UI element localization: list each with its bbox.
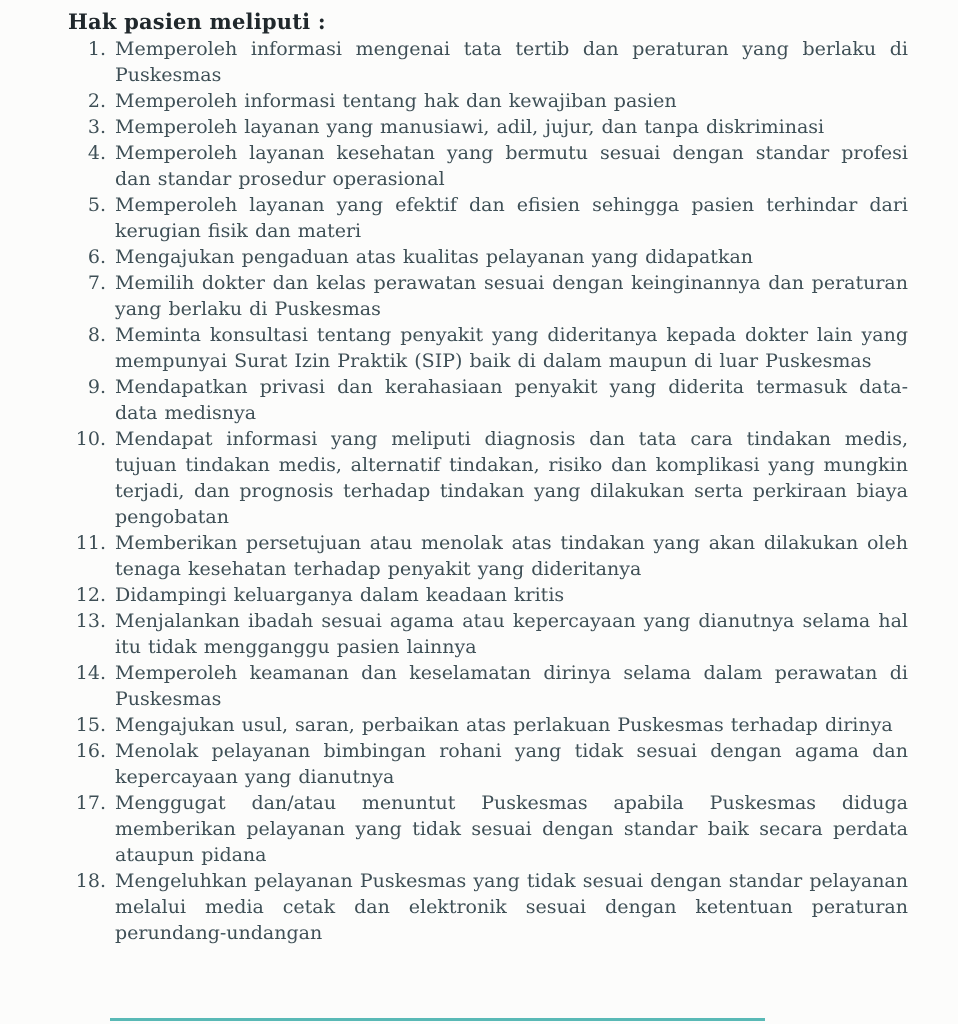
list-item xyxy=(68,868,908,946)
list-item-number: 17. xyxy=(75,792,106,814)
list-item-text: Mengeluhkan pelayanan Puskesmas yang tidak sesuai dengan standar pelayanan melalui media cetak dan elektronik sesuai dengan ketentuan peraturan perundang-undangan xyxy=(115,870,908,944)
list-item xyxy=(68,530,908,582)
list-item xyxy=(68,426,908,530)
list-item-text: Memperoleh informasi tentang hak dan kewajiban pasien xyxy=(115,90,677,112)
list-item-text: Memperoleh layanan yang manusiawi, adil, jujur, dan tanpa diskriminasi xyxy=(115,116,825,138)
page-title: Hak pasien meliputi : xyxy=(68,9,326,34)
list-item-text: Menolak pelayanan bimbingan rohani yang tidak sesuai dengan agama dan kepercayaan yang dianutnya xyxy=(115,740,908,788)
list-item xyxy=(68,192,908,244)
list-item xyxy=(68,608,908,660)
list-item-text: Menjalankan ibadah sesuai agama atau kepercayaan yang dianutnya selama hal itu tidak mengganggu pasien lainnya xyxy=(115,610,908,658)
list-item xyxy=(68,114,908,140)
rights-list xyxy=(68,36,908,946)
list-item-number: 8. xyxy=(87,324,106,346)
list-item-number: 2. xyxy=(87,90,106,112)
list-item-text: Menggugat dan/atau menuntut Puskesmas apabila Puskesmas diduga memberikan pelayanan yang tidak sesuai dengan standar baik secara perdata ataupun pidana xyxy=(115,792,908,866)
list-item xyxy=(68,36,908,88)
list-item-number: 14. xyxy=(75,662,106,684)
list-item-text: Memperoleh layanan kesehatan yang bermutu sesuai dengan standar profesi dan standar prosedur operasional xyxy=(115,142,908,190)
list-item-number: 1. xyxy=(87,38,106,60)
list-item xyxy=(68,88,908,114)
list-item-number: 16. xyxy=(75,740,106,762)
list-item-number: 9. xyxy=(87,376,106,398)
list-item xyxy=(68,790,908,868)
list-item-text: Didampingi keluarganya dalam keadaan kritis xyxy=(115,584,565,606)
bottom-divider xyxy=(110,1018,765,1021)
list-item-number: 5. xyxy=(87,194,106,216)
list-item-text: Meminta konsultasi tentang penyakit yang dideritanya kepada dokter lain yang mempunyai Surat Izin Praktik (SIP) baik di dalam maupun di luar Puskesmas xyxy=(115,324,908,372)
list-item-number: 3. xyxy=(87,116,106,138)
list-item xyxy=(68,322,908,374)
list-item xyxy=(68,374,908,426)
list-item-text: Memperoleh keamanan dan keselamatan dirinya selama dalam perawatan di Puskesmas xyxy=(115,662,908,710)
list-item xyxy=(68,270,908,322)
list-item-number: 12. xyxy=(75,584,106,606)
list-item-number: 7. xyxy=(87,272,106,294)
list-item-number: 18. xyxy=(75,870,106,892)
list-item-text: Memilih dokter dan kelas perawatan sesuai dengan keinginannya dan peraturan yang berlaku di Puskesmas xyxy=(115,272,908,320)
list-item-text: Mendapat informasi yang meliputi diagnosis dan tata cara tindakan medis, tujuan tindakan medis, alternatif tindakan, risiko dan komplikasi yang mungkin terjadi, dan prognosis terhadap tindakan yang dilakukan serta perkiraan biaya pengobatan xyxy=(115,428,908,528)
list-item-number: 11. xyxy=(75,532,106,554)
list-item-text: Mendapatkan privasi dan kerahasiaan penyakit yang diderita termasuk data-data medisnya xyxy=(115,376,908,424)
list-item xyxy=(68,140,908,192)
list-item-number: 15. xyxy=(75,714,106,736)
list-item-text: Mengajukan pengaduan atas kualitas pelayanan yang didapatkan xyxy=(115,246,754,268)
list-item xyxy=(68,582,908,608)
list-item-number: 10. xyxy=(75,428,106,450)
list-item-number: 13. xyxy=(75,610,106,632)
list-item-text: Mengajukan usul, saran, perbaikan atas perlakuan Puskesmas terhadap dirinya xyxy=(115,714,893,736)
list-item xyxy=(68,712,908,738)
list-item-number: 4. xyxy=(87,142,106,164)
list-item-number: 6. xyxy=(87,246,106,268)
list-item xyxy=(68,738,908,790)
list-item-text: Memperoleh informasi mengenai tata tertib dan peraturan yang berlaku di Puskesmas xyxy=(115,38,908,86)
list-item xyxy=(68,660,908,712)
list-item-text: Memberikan persetujuan atau menolak atas tindakan yang akan dilakukan oleh tenaga kesehatan terhadap penyakit yang dideritanya xyxy=(115,532,908,580)
list-item-text: Memperoleh layanan yang efektif dan efisien sehingga pasien terhindar dari kerugian fisik dan materi xyxy=(115,194,908,242)
list-item xyxy=(68,244,908,270)
